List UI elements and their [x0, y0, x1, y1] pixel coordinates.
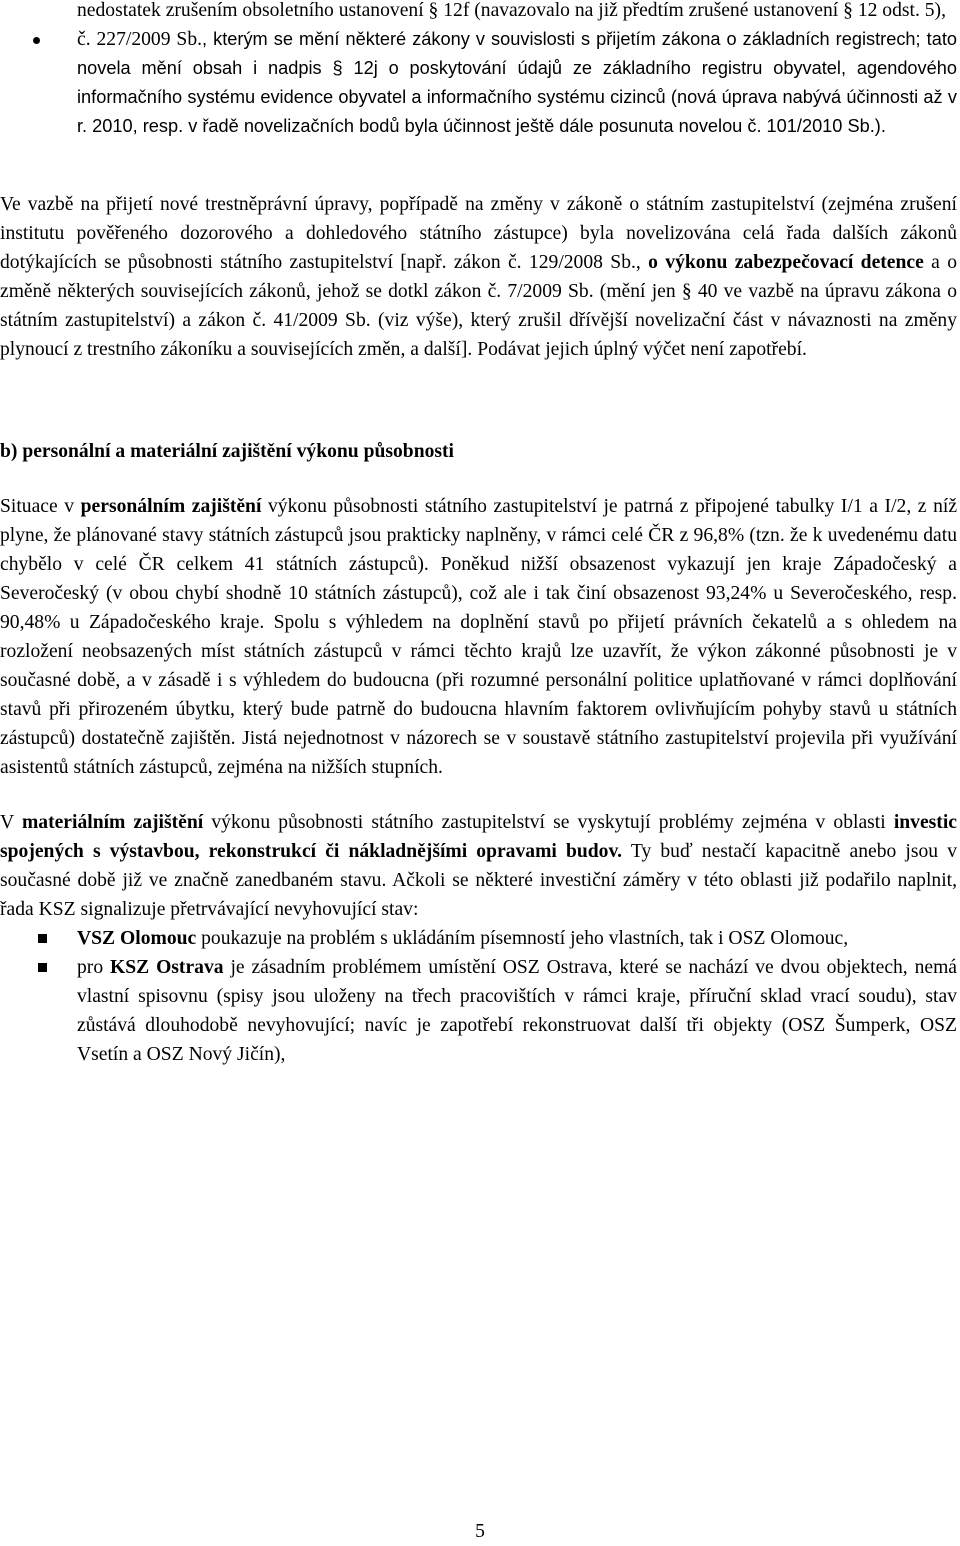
- paragraph-bold-text: investic spojených s výstavbou, rekonstrukcí či nákladnějšími opravami budov.: [0, 812, 957, 862]
- paragraph-bold-text: materiálním zajištění: [21, 812, 204, 833]
- paragraph-text: Ve vazbě na přijetí nové trestněprávní úpravy, popřípadě na změny v zákoně o státním zastupitelství (zejména zrušení institutu pověřeného dozorového a dohledového státního zástupce) byla novelizována celá řada dalších zákonů dotýkajících se působnosti státního zastupitelství [např. zákon č. 129/2008 Sb.,: [0, 194, 957, 273]
- list-item-text: nedostatek zrušením obsoletního ustanovení § 12f (navazovalo na již předtím zrušené ustanovení § 12 odst. 5),: [77, 0, 946, 21]
- paragraph-material: [0, 808, 957, 924]
- paragraph-legislation: [0, 190, 957, 364]
- square-bullet-icon: [38, 934, 47, 943]
- list-item-bold-text: VSZ Olomouc: [77, 928, 197, 949]
- top-bullet-list: [0, 0, 957, 141]
- list-item: [0, 25, 957, 141]
- page-number: 5: [475, 1521, 485, 1542]
- section-heading: b) personální a materiální zajištění výkonu působnosti: [0, 441, 454, 462]
- bottom-bullet-list: [0, 924, 957, 1069]
- list-item: [0, 924, 957, 953]
- list-item-text: , kterým se mění některé zákony v souvislosti s přijetím zákona o základních registrech; tato novela mění obsah i nadpis § 12j o poskytování údajů ze základního registru obyvatel, agendového informačního systému evidence obyvatel a informačního systému cizinců (nová úprava nabývá účinnosti až v r. 2010, resp. v řadě novelizačních bodů byla účinnost ještě dále posunuta novelou č. 101/2010 Sb.).: [77, 29, 957, 136]
- paragraph-bold-text: personálním zajištění: [80, 496, 262, 517]
- paragraph-text: Situace v: [0, 496, 75, 517]
- paragraph-text: a o změně některých souvisejících zákonů, jehož se dotkl zákon č. 7/2009 Sb. (mění jen § 40 ve vazbě na úpravu zákona o státním zastupitelství) a zákon č. 41/2009 Sb. (viz výše), který zrušil dřívější novelizační část v návaznosti na změny plynoucí z trestního zákoníku a souvisejících změn, a další]. Podávat jejich úplný výčet není zapotřebí.: [0, 252, 957, 360]
- paragraph-personnel: [0, 492, 957, 782]
- bullet-dot-icon: [33, 37, 40, 44]
- list-item-bold-text: KSZ Ostrava: [110, 957, 224, 978]
- list-item: [0, 953, 957, 1069]
- square-bullet-icon: [38, 963, 47, 972]
- paragraph-text: výkonu působnosti státního zastupitelství je patrná z připojené tabulky I/1 a I/2, z níž plyne, že plánované stavy státních zástupců jsou prakticky naplněny, v rámci celé ČR z 96,8% (tzn. že k uvedenému datu chybělo v celé ČR celkem 41 státních zástupců). Poněkud nižší obsazenost vykazují jen kraje Západočeský a Severočeský (v obou chybí shodně 10 státních zástupců), což ale i tak činí obsazenost 93,24% u Severočeského, resp. 90,48% u Západočeského kraje. Spolu s výhledem na doplnění stavů po přijetí právních čekatelů a s ohledem na rozložení neobsazených míst státních zástupců v rámci těchto krajů lze uzavřít, že výkon zákonné působnosti je v současné době, a v zásadě i s výhledem do budoucna (při rozumné personální politice uplatňované v rámci doplňování stavů při přirozeném úbytku, který bude patrně do budoucna hlavním faktorem ovlivňujícím pohyby stavů u státních zástupců) dostatečně zajištěn. Jistá nejednotnost v názorech se v soustavě státního zastupitelství projevila při využívání asistentů státních zástupců, zejména na nižších stupních.: [0, 496, 958, 778]
- list-item-prefix: č. 227/2009 Sb.: [77, 29, 203, 50]
- paragraph-text: Ty buď nestačí kapacitně anebo jsou v současné době již ve značně zanedbaném stavu. Ačkoli se některé investiční záměry v této oblasti již podařilo naplnit, řada KSZ signalizuje přetrvávající nevyhovující stav:: [0, 841, 958, 920]
- list-item-text: poukazuje na problém s ukládáním písemností jeho vlastních, tak i OSZ Olomouc,: [201, 928, 849, 949]
- list-item-text: je zásadním problémem umístění OSZ Ostrava, které se nachází ve dvou objektech, nemá vlastní spisovnu (spisy jsou uloženy na třech pracovištích v rámci kraje, příruční sklad vrací soudu), stav zůstává dlouhodobě nevyhovující; navíc je zapotřebí rekonstruovat další tři objekty (OSZ Šumperk, OSZ Vsetín a OSZ Nový Jičín),: [77, 957, 958, 1065]
- list-item-prefix: pro: [77, 957, 104, 978]
- paragraph-bold-text: o výkonu zabezpečovací detence: [648, 252, 924, 273]
- paragraph-text: výkonu působnosti státního zastupitelství se vyskytují problémy zejména v oblasti: [211, 812, 886, 833]
- paragraph-text: V: [0, 812, 14, 833]
- list-item: [0, 0, 957, 25]
